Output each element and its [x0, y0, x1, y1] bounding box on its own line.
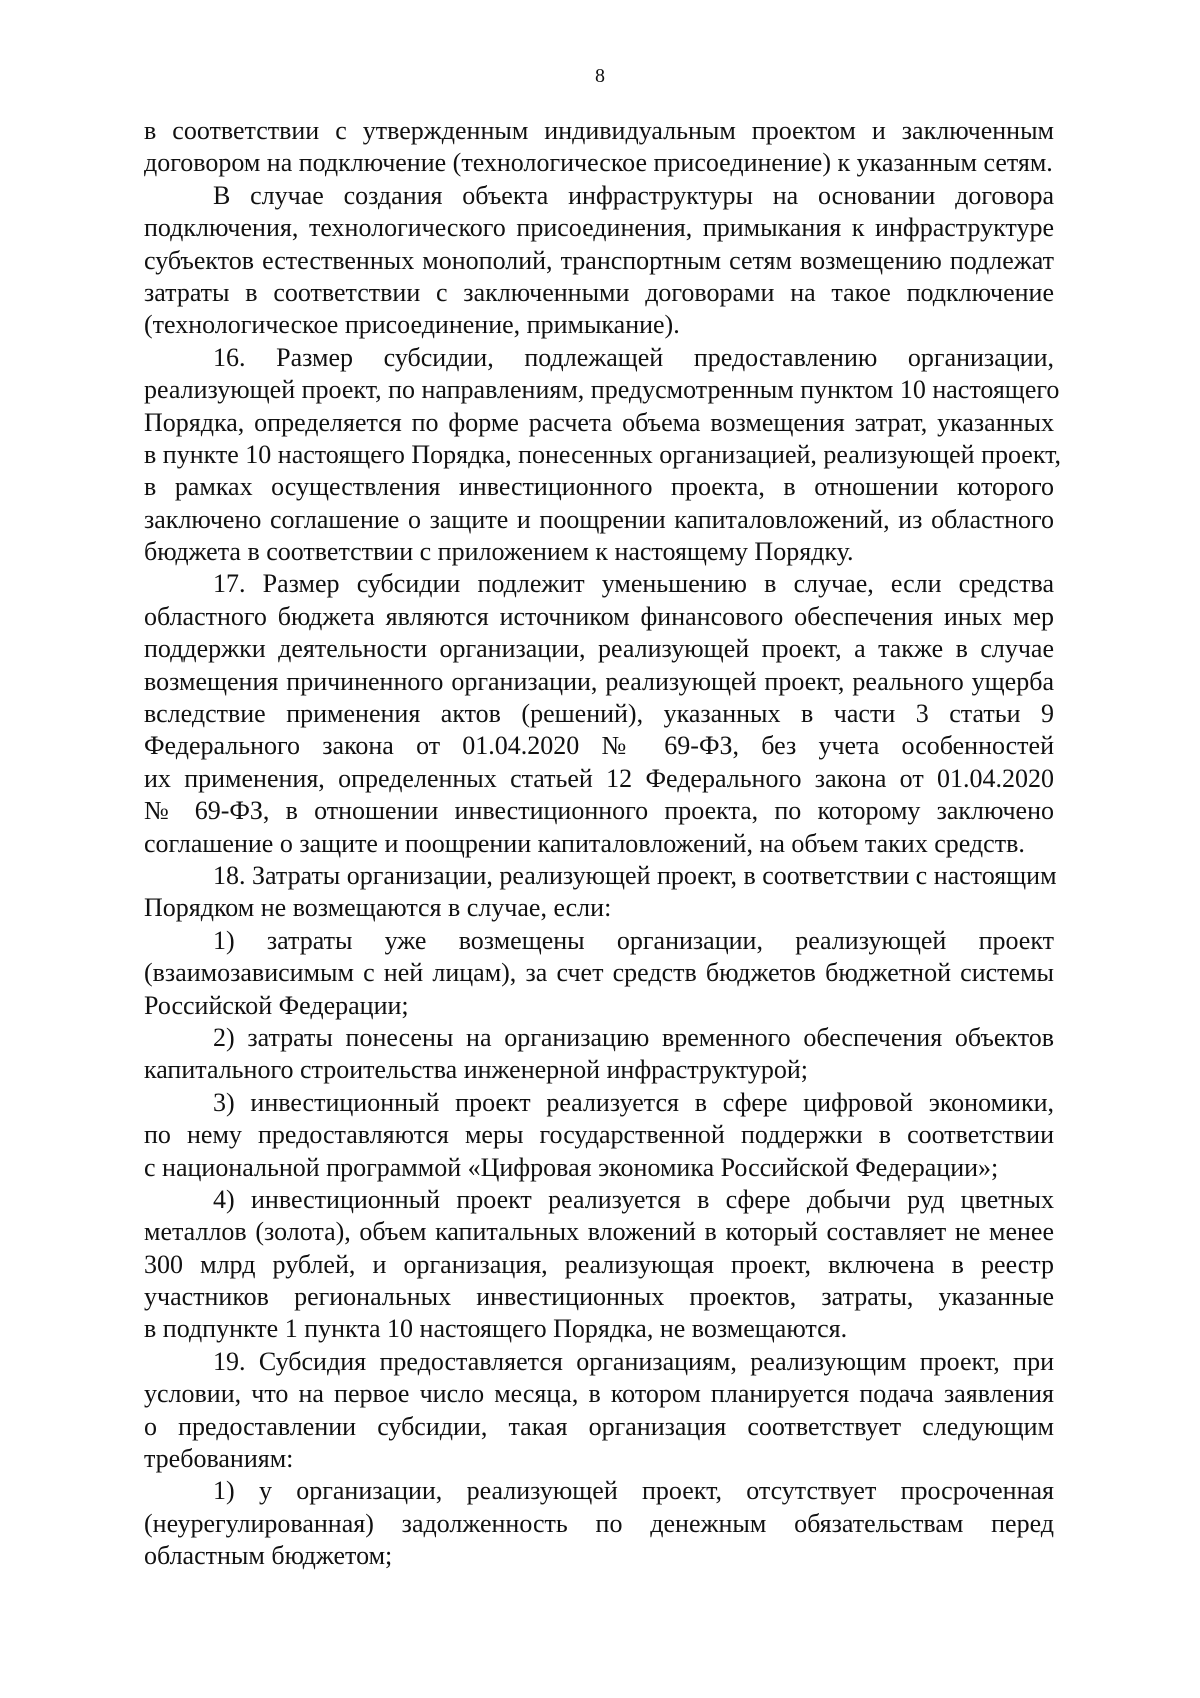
text-line: Порядком не возмещаются в случае, если: — [144, 893, 612, 923]
text-line: заключено соглашение о защите и поощрении капиталовложений, из областного — [144, 504, 1054, 534]
text-line: 18. Затраты организации, реализующей проект, в соответствии с настоящим — [213, 860, 1057, 890]
text-line: 300 млрд рублей, и организация, реализующая проект, включена в реестр — [144, 1249, 1054, 1279]
text-line: требованиям: — [144, 1444, 294, 1474]
text-line: 2) затраты понесены на организацию временного обеспечения объектов — [213, 1022, 1054, 1052]
text-line: областного бюджета являются источником финансового обеспечения иных мер — [144, 601, 1054, 631]
text-line: с национальной программой «Цифровая экономика Российской Федерации»; — [144, 1152, 999, 1182]
text-line: (неурегулированная) задолженность по денежным обязательствам перед — [144, 1508, 1054, 1538]
text-line: в пункте 10 настоящего Порядка, понесенных организацией, реализующей проект, — [144, 439, 1062, 469]
text-line: 4) инвестиционный проект реализуется в сфере добычи руд цветных — [213, 1184, 1054, 1214]
text-line: их применения, определенных статьей 12 Федерального закона от 01.04.2020 — [144, 763, 1054, 793]
text-line: металлов (золота), объем капитальных вложений в который составляет не менее — [144, 1217, 1054, 1247]
text-line: подключения, технологического присоединения, примыкания к инфраструктуре — [144, 213, 1054, 243]
text-line: № 69-ФЗ, в отношении инвестиционного проекта, по которому заключено — [144, 796, 1054, 826]
text-line: возмещения причиненного организации, реализующей проект, реального ущерба — [144, 666, 1054, 696]
text-line: участников региональных инвестиционных проектов, затраты, указанные — [144, 1282, 1054, 1312]
text-line: бюджета в соответствии с приложением к настоящему Порядку. — [144, 537, 854, 567]
text-line: Порядка, определяется по форме расчета объема возмещения затрат, указанных — [144, 407, 1054, 437]
text-line: 1) у организации, реализующей проект, отсутствует просроченная — [213, 1476, 1054, 1506]
text-line: (технологическое присоединение, примыкание). — [144, 310, 680, 340]
text-line: о предоставлении субсидии, такая организация соответствует следующим — [144, 1411, 1054, 1441]
text-line: 16. Размер субсидии, подлежащей предоставлению организации, — [213, 342, 1054, 372]
text-line: вследствие применения актов (решений), указанных в части 3 статьи 9 — [144, 699, 1054, 729]
text-line: соглашение о защите и поощрении капиталовложений, на объем таких средств. — [144, 828, 1025, 858]
text-line: субъектов естественных монополий, транспортным сетям возмещению подлежат — [144, 245, 1054, 275]
text-line: затраты в соответствии с заключенными договорами на такое подключение — [144, 277, 1054, 307]
text-line: в соответствии с утвержденным индивидуальным проектом и заключенным — [144, 116, 1054, 145]
document-body — [144, 115, 1062, 1573]
text-line: 17. Размер субсидии подлежит уменьшению в случае, если средства — [213, 569, 1054, 599]
text-line: Федерального закона от 01.04.2020 № 69-ФЗ, без учета особенностей — [144, 731, 1054, 761]
text-line: по нему предоставляются меры государственной поддержки в соответствии — [144, 1120, 1054, 1150]
text-line: 19. Субсидия предоставляется организациям, реализующим проект, при — [213, 1346, 1054, 1376]
text-line: в подпункте 1 пункта 10 настоящего Порядка, не возмещаются. — [144, 1314, 848, 1344]
text-line: В случае создания объекта инфраструктуры на основании договора — [213, 180, 1054, 210]
text-line: условии, что на первое число месяца, в котором планируется подача заявления — [144, 1379, 1054, 1409]
text-line: (взаимозависимым с ней лицам), за счет средств бюджетов бюджетной системы — [144, 958, 1054, 988]
text-line: договором на подключение (технологическое присоединение) к указанным сетям. — [144, 148, 1053, 178]
text-line: поддержки деятельности организации, реализующей проект, а также в случае — [144, 634, 1054, 664]
text-line: областным бюджетом; — [144, 1541, 393, 1571]
page-number: 8 — [595, 65, 605, 87]
text-line: капитального строительства инженерной инфраструктурой; — [144, 1055, 809, 1085]
text-line: 1) затраты уже возмещены организации, реализующей проект — [213, 925, 1054, 955]
text-line: реализующей проект, по направлениям, предусмотренным пунктом 10 настоящего — [144, 375, 1060, 405]
text-line: 3) инвестиционный проект реализуется в сфере цифровой экономики, — [213, 1087, 1054, 1117]
text-line: Российской Федерации; — [144, 990, 409, 1020]
text-line: в рамках осуществления инвестиционного проекта, в отношении которого — [144, 472, 1054, 502]
